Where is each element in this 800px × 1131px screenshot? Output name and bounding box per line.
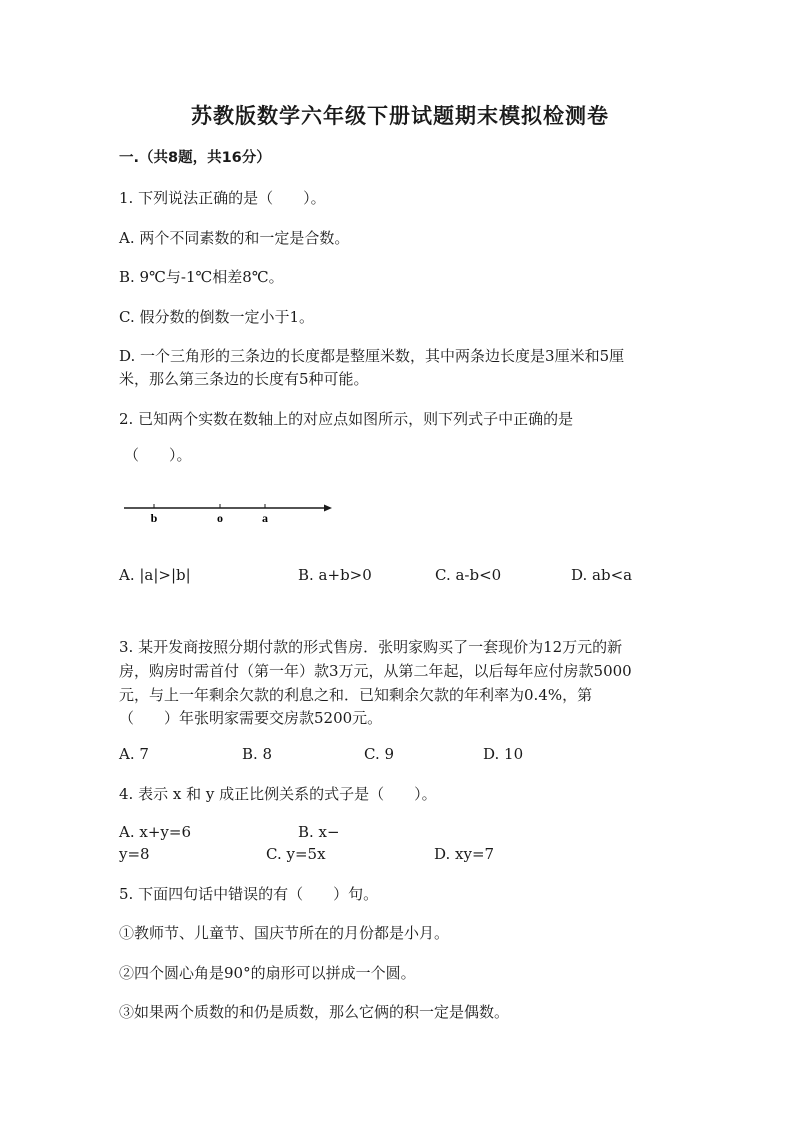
- axis-label-o: o: [217, 511, 223, 525]
- question-4-option-b-part1: B. x−: [298, 823, 340, 841]
- question-4-option-d: D. xy=7: [434, 845, 495, 863]
- question-1-stem: 1. 下列说法正确的是（ ）。: [119, 189, 326, 207]
- page-title: 苏教版数学六年级下册试题期末模拟检测卷: [191, 104, 609, 128]
- question-3-option-c: C. 9: [364, 745, 395, 763]
- axis-label-a: a: [262, 511, 268, 525]
- question-3-line3: 元，与上一年剩余欠款的利息之和．已知剩余欠款的年利率为0.4%，第: [119, 686, 593, 704]
- question-4-stem: 4. 表示 x 和 y 成正比例关系的式子是（ ）。: [119, 785, 437, 803]
- question-2-stem-line2: （ ）。: [124, 446, 192, 464]
- question-1-option-b: B. 9℃与-1℃相差8℃。: [119, 268, 284, 286]
- question-5-statement-1: ①教师节、儿童节、国庆节所在的月份都是小月。: [119, 924, 450, 942]
- question-1-option-c: C. 假分数的倒数一定小于1。: [119, 308, 315, 326]
- question-4-option-b-part2: y=8: [119, 845, 150, 863]
- question-2-option-d: D. ab<a: [571, 566, 633, 584]
- question-5-stem: 5. 下面四句话中错误的有（ ）句。: [119, 885, 379, 903]
- question-1-option-d-line1: D. 一个三角形的三条边的长度都是整厘米数，其中两条边长度是3厘米和5厘: [119, 347, 625, 365]
- question-2-option-b: B. a+b>0: [298, 566, 372, 584]
- question-3-line4: （ ）年张明家需要交房款5200元。: [119, 709, 383, 727]
- question-3-option-a: A. 7: [119, 745, 149, 763]
- question-3-option-b: B. 8: [242, 745, 273, 763]
- axis-label-b: b: [150, 511, 158, 525]
- question-1-option-d-line2: 米，那么第三条边的长度有5种可能。: [119, 370, 369, 388]
- question-2-option-a: A. |a|>|b|: [119, 566, 191, 584]
- number-line-arrow: [324, 505, 332, 512]
- question-3-option-d: D. 10: [483, 745, 524, 763]
- question-2-option-c: C. a-b<0: [435, 566, 502, 584]
- question-4-option-a: A. x+y=6: [119, 823, 191, 841]
- question-3-line1: 3. 某开发商按照分期付款的形式售房．张明家购买了一套现价为12万元的新: [119, 638, 623, 656]
- number-line-figure: [120, 496, 340, 530]
- question-2-stem-line1: 2. 已知两个实数在数轴上的对应点如图所示，则下列式子中正确的是: [119, 410, 574, 428]
- question-3-line2: 房，购房时需首付（第一年）款3万元，从第二年起，以后每年应付房款5000: [119, 662, 632, 680]
- question-4-option-c: C. y=5x: [266, 845, 326, 863]
- question-1-option-a: A. 两个不同素数的和一定是合数。: [119, 229, 350, 247]
- question-5-statement-2: ②四个圆心角是90°的扇形可以拼成一个圆。: [119, 964, 416, 982]
- question-5-statement-3: ③如果两个质数的和仍是质数，那么它俩的积一定是偶数。: [119, 1003, 510, 1021]
- section-heading: 一.（共8题，共16分）: [119, 150, 271, 166]
